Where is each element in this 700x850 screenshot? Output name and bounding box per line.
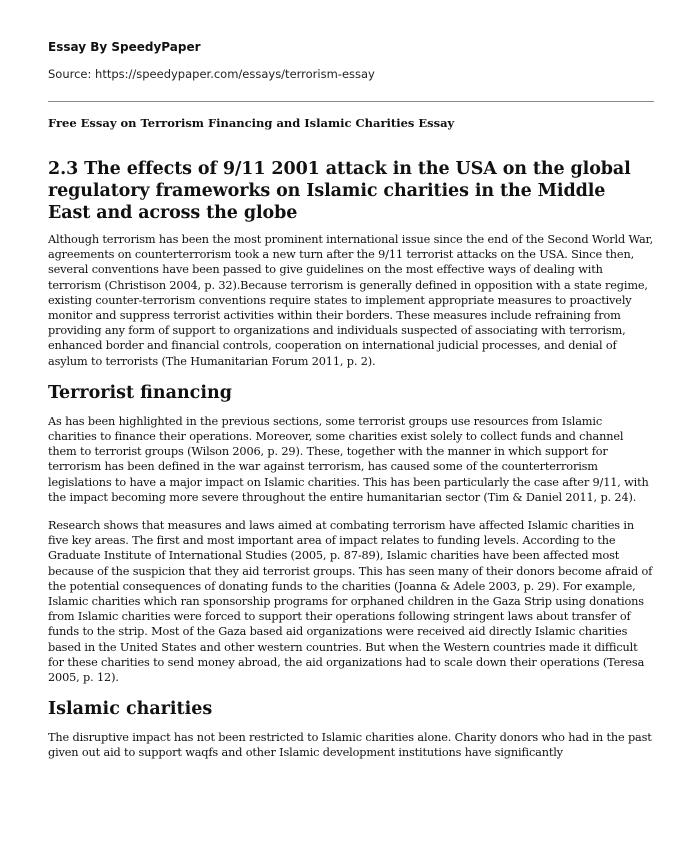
heading-terrorist-financing: Terrorist financing bbox=[48, 382, 232, 403]
document-title: Free Essay on Terrorism Financing and Islamic Charities Essay bbox=[48, 116, 455, 130]
source-line: Source: https://speedypaper.com/essays/terrorism-essay bbox=[48, 67, 375, 81]
document-page bbox=[48, 40, 653, 774]
header-divider bbox=[48, 101, 654, 102]
section-heading: 2.3 The effects of 9/11 2001 attack in the USA on the global regulatory frameworks on Islamic charities in the Middle East and across the globe bbox=[48, 159, 631, 223]
paragraph: Although terrorism has been the most prominent international issue since the end of the Second World War, agreements on counterterrorism took a new turn after the 9/11 terrorist attacks on the USA. Since then, several conventions have been passed to give guidelines on the most effective ways of dealing with terrorism (Christison 2004, p. 32).Because terrorism is generally defined in opposition with a state regime, existing counter-terrorism conventions require states to implement appropriate measures to proactively monitor and suppress terrorist activities within their borders. These measures include refraining from providing any form of support to organizations and individuals suspected of associating with terrorism, enhanced border and financial controls, cooperation on international judicial processes, and denial of asylum to terrorists (The Humanitarian Forum 2011, p. 2). bbox=[48, 233, 654, 368]
paragraph: The disruptive impact has not been restricted to Islamic charities alone. Charity donors who had in the past given out aid to support waqfs and other Islamic development institutions have significantly bbox=[48, 731, 652, 760]
heading-islamic-charities: Islamic charities bbox=[48, 699, 213, 720]
paragraph: Research shows that measures and laws aimed at combating terrorism have affected Islamic charities in five key areas. The first and most important area of impact relates to funding levels. According to the Graduate Institute of International Studies (2005, p. 87-89), Islamic charities have been affected most because of the suspicion that they aid terrorist groups. This has seen many of their donors become afraid of the potential consequences of donating funds to the charities (Joanna & Adele 2003, p. 29). For example, Islamic charities which ran sponsorship programs for orphaned children in the Gaza Strip using donations from Islamic charities were forced to support their operations following stringent laws about transfer of funds to the strip. Most of the Gaza based aid organizations were received aid directly Islamic charities based in the United States and other western countries. But when the Western countries made it difficult for these charities to send money abroad, the aid organizations had to scale down their operations (Teresa 2005, p. 12). bbox=[48, 519, 653, 685]
brand-name: Essay By SpeedyPaper bbox=[48, 40, 201, 54]
paragraph: As has been highlighted in the previous sections, some terrorist groups use resources from Islamic charities to finance their operations. Moreover, some charities exist solely to collect funds and channel them to terrorist groups (Wilson 2006, p. 29). These, together with the manner in which support for terrorism has been defined in the war against terrorism, has caused some of the counterterrorism legislations to have a major impact on Islamic charities. This has been particularly the case after 9/11, with the impact becoming more severe throughout the entire humanitarian sector (Tim & Daniel 2011, p. 24). bbox=[48, 414, 649, 504]
